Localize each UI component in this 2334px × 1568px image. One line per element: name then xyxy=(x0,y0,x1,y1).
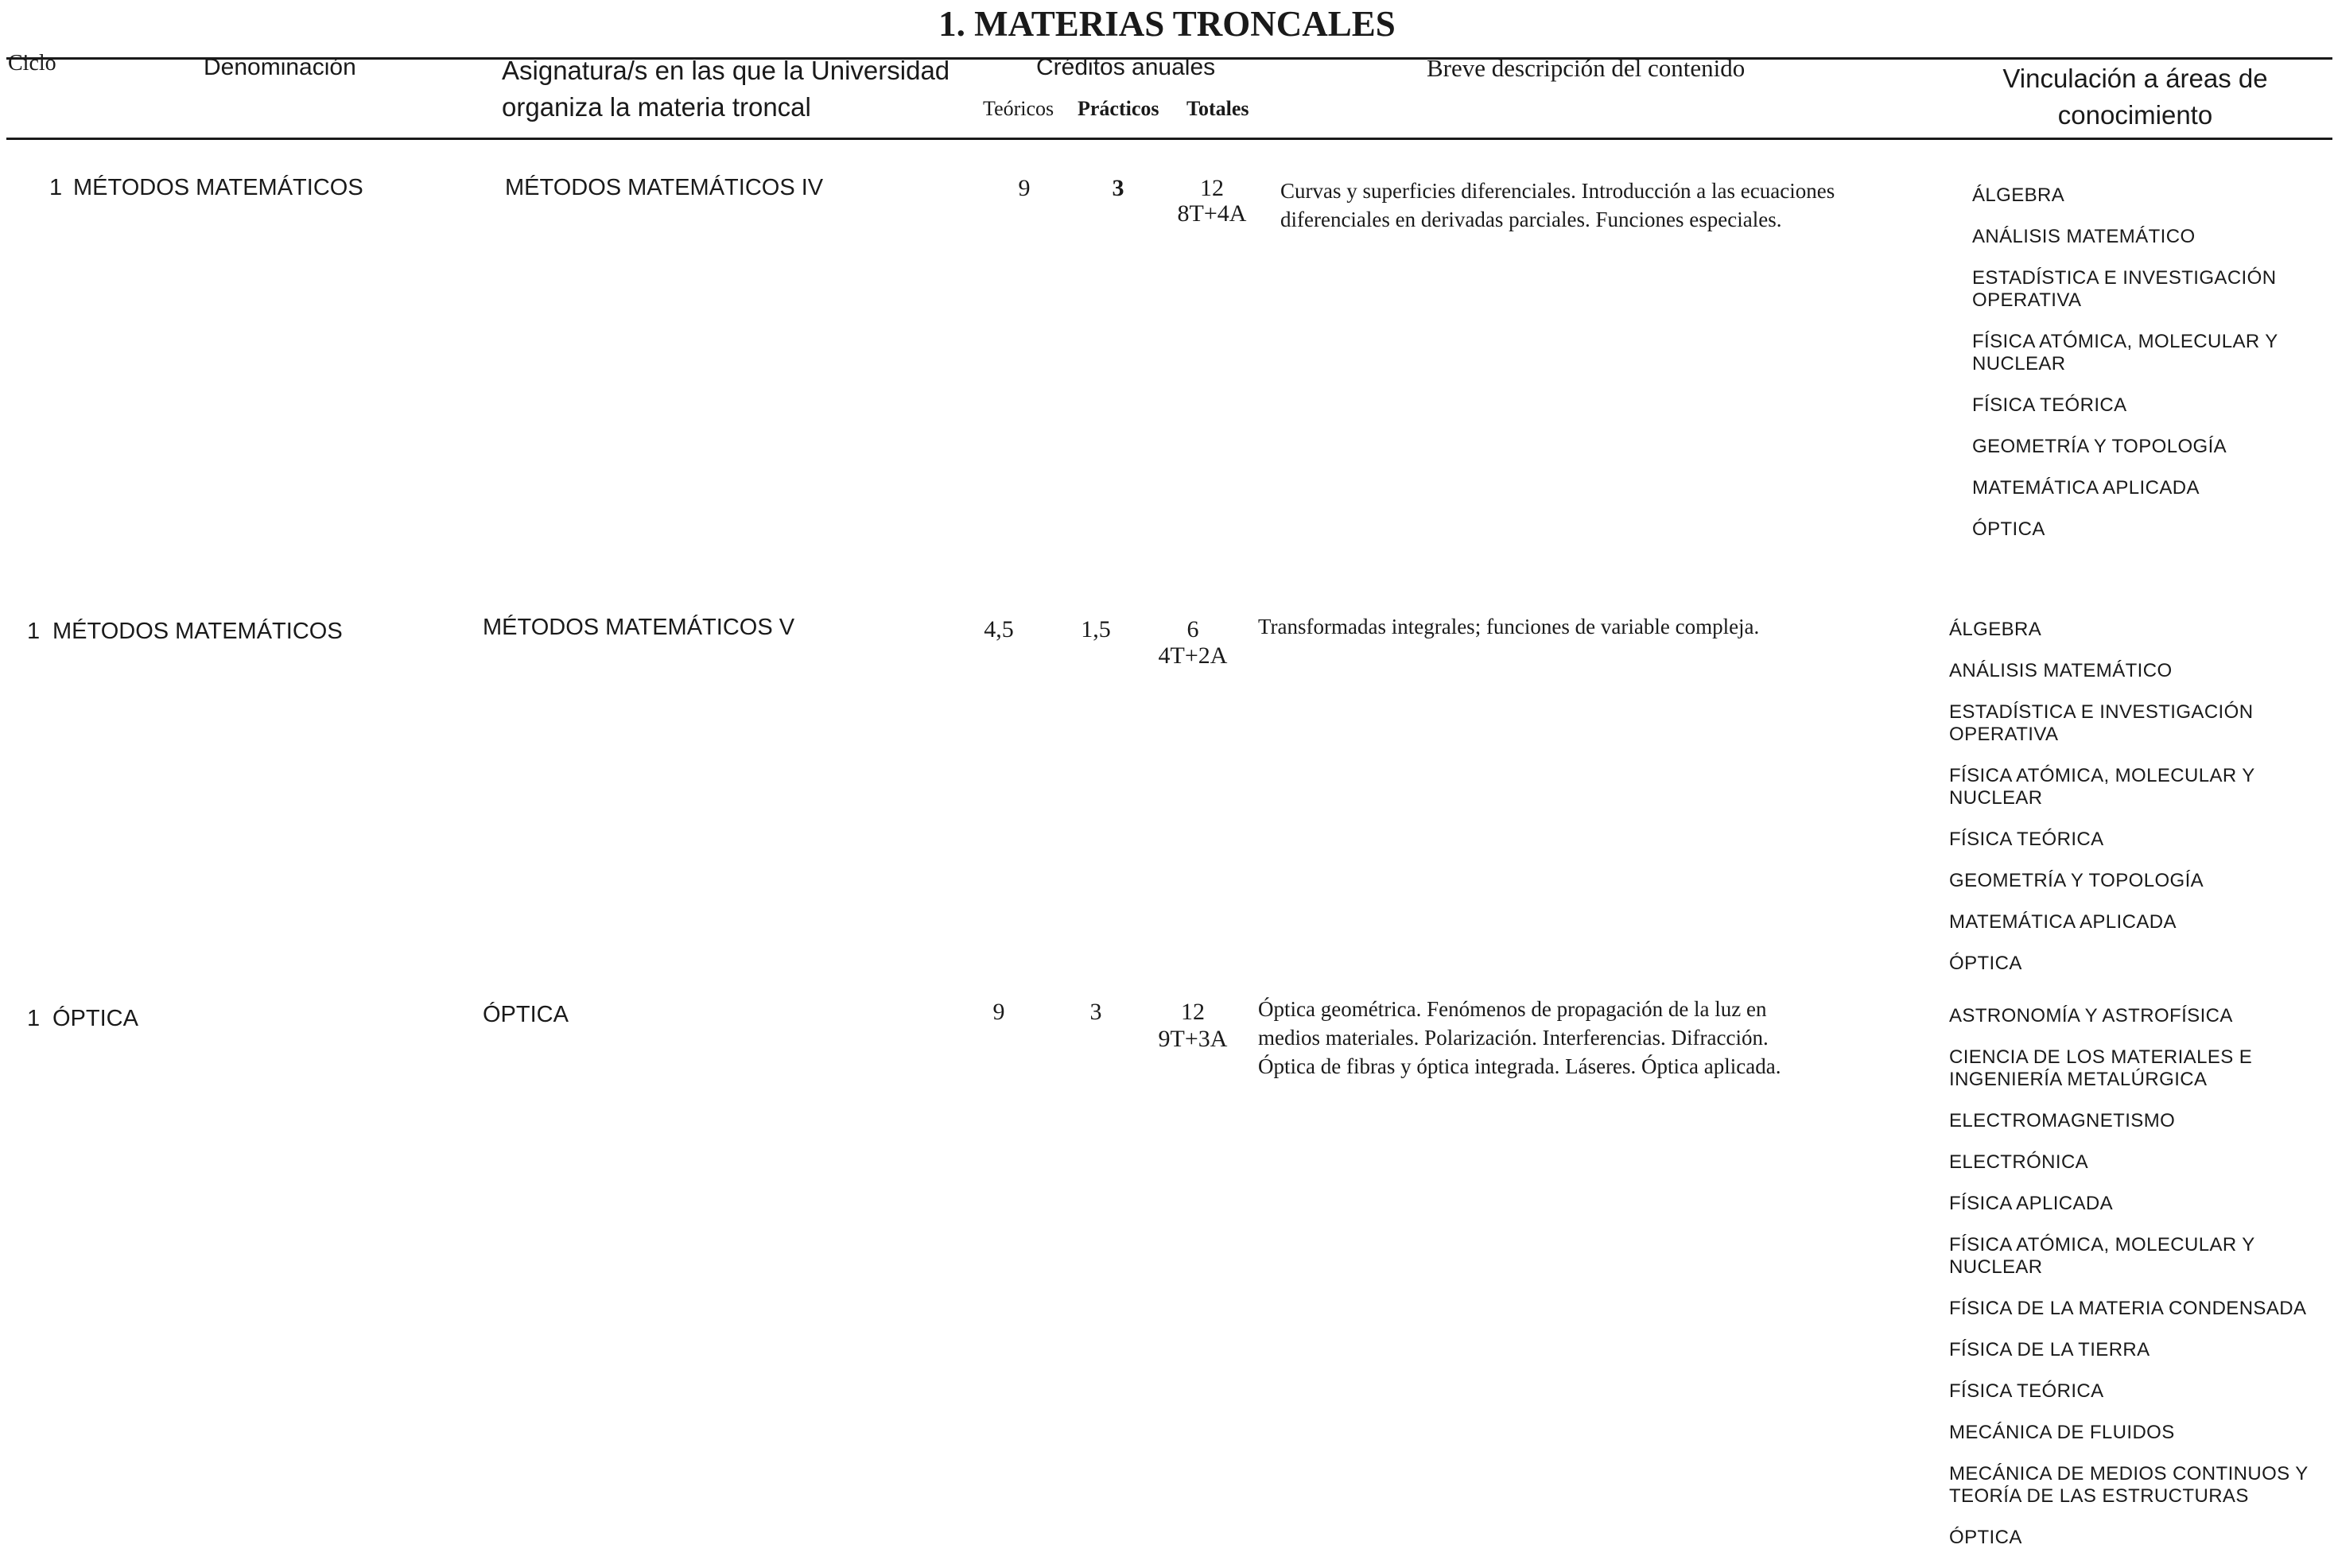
area-item: ÁLGEBRA xyxy=(1949,619,2042,640)
area-item: CIENCIA DE LOS MATERIALES E INGENIERÍA METALÚRGICA xyxy=(1949,1046,2253,1090)
header-practicos: Prácticos xyxy=(1078,97,1159,120)
area-item: ELECTRÓNICA xyxy=(1949,1151,2089,1173)
area-item: MECÁNICA DE FLUIDOS xyxy=(1949,1422,2175,1443)
area-item: ESTADÍSTICA E INVESTIGACIÓN OPERATIVA xyxy=(1972,267,2277,311)
areas-list xyxy=(1972,184,2278,560)
area-item: FÍSICA ATÓMICA, MOLECULAR Y NUCLEAR xyxy=(1949,1234,2255,1278)
area-item: ÓPTICA xyxy=(1972,518,2045,540)
area-item: ÓPTICA xyxy=(1949,953,2022,974)
area-item: MECÁNICA DE MEDIOS CONTINUOS Y TEORÍA DE LAS ESTRUCTURAS xyxy=(1949,1463,2309,1507)
area-item: GEOMETRÍA Y TOPOLOGÍA xyxy=(1972,436,2227,457)
cell-totales: 6 xyxy=(1186,616,1199,642)
cell-teoricos: 9 xyxy=(992,999,1005,1025)
cell-teoricos: 9 xyxy=(1018,175,1031,201)
cell-ciclo: 1 xyxy=(27,619,41,644)
cell-ciclo: 1 xyxy=(27,1006,41,1031)
cell-totales-detalle: 8T+4A xyxy=(1177,200,1247,227)
area-item: ANÁLISIS MATEMÁTICO xyxy=(1949,660,2173,681)
header-denominacion: Denominación xyxy=(204,54,356,80)
cell-practicos: 3 xyxy=(1112,175,1124,201)
cell-practicos: 3 xyxy=(1089,999,1102,1025)
cell-asignatura: MÉTODOS MATEMÁTICOS V xyxy=(483,615,795,640)
area-item: ÁLGEBRA xyxy=(1972,184,2065,206)
header-vinculacion: Vinculación a áreas de conocimiento xyxy=(2002,64,2268,130)
cell-descripcion: Transformadas integrales; funciones de variable compleja. xyxy=(1258,615,1760,638)
page-title: 1. MATERIAS TRONCALES xyxy=(938,4,1396,44)
area-item: FÍSICA TEÓRICA xyxy=(1949,1380,2104,1402)
header-teoricos: Teóricos xyxy=(983,97,1054,120)
cell-totales-detalle: 9T+3A xyxy=(1158,1026,1228,1052)
cell-asignatura: ÓPTICA xyxy=(483,1002,569,1027)
cell-denominacion: ÓPTICA xyxy=(52,1006,138,1031)
area-item: MATEMÁTICA APLICADA xyxy=(1972,477,2200,499)
cell-ciclo: 1 xyxy=(49,175,63,200)
area-item: GEOMETRÍA Y TOPOLOGÍA xyxy=(1949,870,2204,891)
area-item: ÓPTICA xyxy=(1949,1527,2022,1548)
area-item: FÍSICA DE LA TIERRA xyxy=(1949,1339,2150,1360)
header-bottom-rule xyxy=(6,138,2332,140)
cell-totales: 12 xyxy=(1200,175,1224,201)
area-item: FÍSICA TEÓRICA xyxy=(1972,394,2127,416)
header-creditos: Créditos anuales xyxy=(1036,54,1216,80)
area-item: FÍSICA ATÓMICA, MOLECULAR Y NUCLEAR xyxy=(1949,765,2255,809)
area-item: FÍSICA ATÓMICA, MOLECULAR Y NUCLEAR xyxy=(1972,331,2278,375)
cell-teoricos: 4,5 xyxy=(984,616,1014,642)
cell-denominacion: MÉTODOS MATEMÁTICOS xyxy=(73,175,363,200)
cell-totales: 12 xyxy=(1181,999,1205,1025)
header-descripcion: Breve descripción del contenido xyxy=(1427,54,1746,82)
area-item: ANÁLISIS MATEMÁTICO xyxy=(1972,226,2196,247)
cell-denominacion: MÉTODOS MATEMÁTICOS xyxy=(52,619,343,644)
area-item: ELECTROMAGNETISMO xyxy=(1949,1110,2176,1131)
areas-list xyxy=(1949,619,2255,994)
cell-totales-detalle: 4T+2A xyxy=(1158,642,1228,669)
areas-list xyxy=(1949,1005,2309,1568)
area-item: ESTADÍSTICA E INVESTIGACIÓN OPERATIVA xyxy=(1949,701,2254,745)
cell-practicos: 1,5 xyxy=(1081,616,1111,642)
area-item: FÍSICA APLICADA xyxy=(1949,1193,2114,1214)
area-item: ASTRONOMÍA Y ASTROFÍSICA xyxy=(1949,1005,2233,1027)
header-totales: Totales xyxy=(1186,97,1249,120)
area-item: FÍSICA DE LA MATERIA CONDENSADA xyxy=(1949,1298,2307,1319)
header-ciclo: Ciclo xyxy=(8,51,56,76)
cell-asignatura: MÉTODOS MATEMÁTICOS IV xyxy=(505,175,824,200)
cell-descripcion: Óptica geométrica. Fenómenos de propagación de la luz en medios materiales. Polarización. Interferencias. Difracción. Óptica de fibras y óptica integrada. Láseres. Óptica aplicada. xyxy=(1258,997,1781,1078)
header-asignatura: Asignatura/s en las que la Universidad organiza la materia troncal xyxy=(502,56,950,122)
cell-descripcion: Curvas y superficies diferenciales. Introducción a las ecuaciones diferenciales en derivadas parciales. Funciones especiales. xyxy=(1280,179,1835,231)
area-item: FÍSICA TEÓRICA xyxy=(1949,829,2104,850)
area-item: MATEMÁTICA APLICADA xyxy=(1949,911,2177,933)
